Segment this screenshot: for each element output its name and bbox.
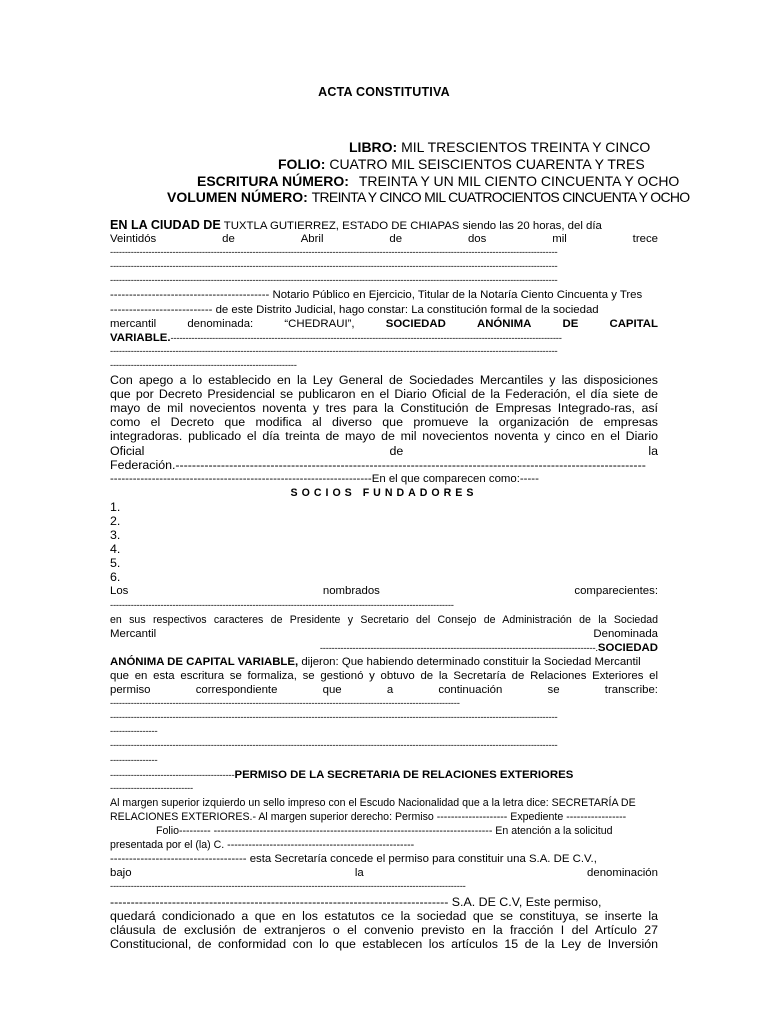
company-line <box>110 317 658 331</box>
libro-value: MIL TRESCIENTOS TREINTA Y CINCO <box>401 139 651 155</box>
date-line <box>110 232 658 246</box>
sociedad-bold: SOCIEDAD <box>597 641 658 654</box>
sello-line: RELACIONES EXTERIORES.- Al margen superior derecho: Permiso -------------------- Expediente ----------------- <box>110 810 627 823</box>
document-title: ACTA CONSTITUTIVA <box>318 85 450 99</box>
word: correspondiente <box>195 684 278 697</box>
comparecientes-line <box>110 584 658 598</box>
company-name: “CHEDRAUI”, <box>284 317 355 330</box>
word: se <box>547 684 560 697</box>
permiso-line <box>110 683 658 697</box>
word: dos <box>467 233 487 246</box>
dash-fill: ------------------------------------------------------------------------------------------------------------------------------------ <box>170 332 562 344</box>
anonima-bold: ANÓNIMA DE CAPITAL VARIABLE, <box>110 655 299 668</box>
sello-line: Al margen superior izquierdo un sello impreso con el Escudo Nacionalidad que a la letra dice: SECRETARÍA DE <box>110 796 636 809</box>
dash-line: --------------------------------------------------------------- <box>110 359 297 371</box>
paragraph-line: Constitucional, de conformidad con lo que establecen los artículos 15 de la Ley de Inversión <box>110 936 658 951</box>
opening-line <box>110 218 658 232</box>
paragraph-line: como el Decreto que modifica al diverso que promueve la organización de empresas <box>110 415 658 430</box>
list-item: 4. <box>110 542 121 557</box>
permiso-heading-bold: PERMISO DE LA SECRETARIA DE RELACIONES EXTERIORES <box>234 768 574 781</box>
word: mercantil <box>110 317 157 330</box>
libro-line <box>349 139 650 155</box>
dash-line: ------------------------------------------------------------------------------------------------------------------------------------------------------- <box>110 247 558 259</box>
anonima-text: dijeron: Que habiendo determinado constituir la Sociedad Mercantil <box>301 655 641 668</box>
list-item: 2. <box>110 513 121 528</box>
folio-value: CUATRO MIL SEISCIENTOS CUARENTA Y TRES <box>329 156 645 172</box>
paragraph-line <box>110 444 658 458</box>
dash-line: ---------------------------------------------------------------------------------------------------------------------- <box>110 698 460 710</box>
word: SOCIEDAD <box>385 317 446 330</box>
paragraph-permiso <box>110 895 658 951</box>
paragraph-line: cláusula de exclusión de extranjeros o el convenio previsto en la fracción I del Artículo 27 <box>110 922 658 937</box>
word: de <box>222 233 235 246</box>
paragraph-line: ---------------------------------------------------------------------------------- S.A. DE C.V, Este permiso, <box>110 894 602 909</box>
anonima-line <box>110 655 658 669</box>
escritura-value: TREINTA Y UN MIL CIENTO CINCUENTA Y OCHO <box>358 173 680 189</box>
dash-line: ------------------------------------------------------------------------------------------------------------------------------------------------------- <box>110 275 558 287</box>
word: Abril <box>300 233 324 246</box>
list-item: 5. <box>110 556 121 571</box>
word: Veintidós <box>110 233 157 246</box>
word: la <box>354 867 364 880</box>
word: permiso <box>110 684 151 697</box>
variable-bold: VARIABLE. <box>110 331 171 344</box>
word: ANÓNIMA <box>476 317 532 330</box>
paragraph-line: integradoras. publicado el día treinta de mayo de mil novecientos noventa y cinco en el Diario <box>110 429 658 444</box>
dash-line: -------------------------------------------------------------------------------------------------------------------- <box>110 599 454 611</box>
volumen-line <box>167 189 689 205</box>
district-line: --------------------------- de este Distrito Judicial, hago constar: La constitución formal de la sociedad <box>110 303 599 316</box>
list-item: 1. <box>110 499 121 514</box>
denominada-line <box>110 627 658 641</box>
sociedad-line <box>110 641 658 655</box>
secretaria-line: ------------------------------------ esta Secretaría concede el permiso para constituir una S.A. DE C.V., <box>110 853 597 866</box>
opening-bold: EN LA CIUDAD DE <box>110 218 221 232</box>
word: denominación <box>587 867 658 880</box>
paragraph-law <box>110 373 658 472</box>
word: nombrados <box>322 585 380 598</box>
paragraph-line: quedará condicionado a que en los estatutos ce la sociedad que se constituya, se inserte la <box>110 908 658 923</box>
paragraph-line: Federación.------------------------------------------------------------------------------------------------------------------ <box>110 457 646 472</box>
word: que <box>322 684 342 697</box>
volumen-value: TREINTA Y CINCO MIL CUATROCIENTOS CINCUENTA Y OCHO <box>311 189 690 205</box>
folio-line <box>278 156 645 172</box>
permiso-heading <box>110 768 658 782</box>
sello-line: Folio--------- ------------------------------------------------------------------------------- En atención a la solicitud <box>156 825 613 838</box>
dash-line: ---------------- <box>110 754 158 766</box>
word: continuación <box>438 684 503 697</box>
opening-text: TUXTLA GUTIERREZ, ESTADO DE CHIAPAS siendo las 20 horas, del día <box>223 220 602 232</box>
escritura-line <box>197 173 679 189</box>
sello-line: presentada por el (la) C. ----------------------------------------------------- <box>110 839 415 852</box>
word: mil <box>552 233 567 246</box>
dash-line: ------------------------------------------------------------------------------------------------------------------------ <box>110 881 466 893</box>
word: Oficial <box>110 443 145 458</box>
list-item: 6. <box>110 570 121 585</box>
word: a <box>386 684 394 697</box>
denominacion-line <box>110 866 658 880</box>
dash-fill: ---------------------------------------------------------------------------------------------. <box>319 642 598 654</box>
variable-line <box>110 331 658 345</box>
document-body <box>110 218 658 951</box>
word: DE <box>562 317 579 330</box>
word: de <box>389 233 403 246</box>
dash-line: ------------------------------------------------------------------------------------------------------------------------------------------------------- <box>110 740 558 752</box>
dash-line: ---------------------------- <box>110 782 193 794</box>
dash-fill: ------------------------------------------ <box>110 769 235 781</box>
paragraph-line: Con apego a lo establecido en la Ley General de Sociedades Mercantiles y las disposiciones <box>110 373 658 388</box>
word: la <box>648 443 658 458</box>
folio-label: FOLIO: <box>278 156 326 172</box>
word: transcribe: <box>604 684 658 697</box>
socios-list <box>110 500 658 585</box>
word: CAPITAL <box>609 317 658 330</box>
paragraph-line: que por Decreto Presidencial se publicaron en el Diario Oficial de la Federación, el día siete de <box>110 387 658 402</box>
word: bajo <box>110 867 132 880</box>
dash-line: ------------------------------------------------------------------------------------------------------------------------------------------------------- <box>110 345 558 357</box>
dash-line: ------------------------------------------------------------------------------------------------------------------------------------------------------- <box>110 712 558 724</box>
paragraph-line: mayo de mil novecientos noventa y tres para la Constitución de Empresas Integrado-ras, así <box>110 401 658 416</box>
word: Denominada <box>593 627 658 640</box>
word: Los <box>110 585 129 598</box>
word: Mercantil <box>110 627 157 640</box>
dash-line: ---------------- <box>110 726 158 738</box>
list-item: 3. <box>110 528 121 543</box>
word: trece <box>632 233 658 246</box>
escritura-label: ESCRITURA NÚMERO: <box>197 173 349 189</box>
dash-line: ------------------------------------------------------------------------------------------------------------------------------------------------------- <box>110 261 558 273</box>
volumen-label: VOLUMEN NÚMERO: <box>167 189 308 205</box>
libro-label: LIBRO: <box>349 139 398 155</box>
word: denominada: <box>187 317 254 330</box>
comparecen-line: ---------------------------------------------------------------------En el que comparecen como:----- <box>110 472 539 485</box>
word: de <box>389 443 404 458</box>
caracteres-line: en sus respectivos caracteres de Presidente y Secretario del Consejo de Administración de la Sociedad <box>110 613 658 626</box>
notary-line: ------------------------------------------ Notario Público en Ejercicio, Titular de la Notaría Ciento Cincuenta y Tres <box>110 289 643 302</box>
socios-title: SOCIOS FUNDADORES <box>290 486 478 499</box>
word: comparecientes: <box>574 585 658 598</box>
gestion-line: que en esta escritura se formaliza, se gestionó y obtuvo de la Secretaría de Relaciones Exteriores el <box>110 670 658 682</box>
